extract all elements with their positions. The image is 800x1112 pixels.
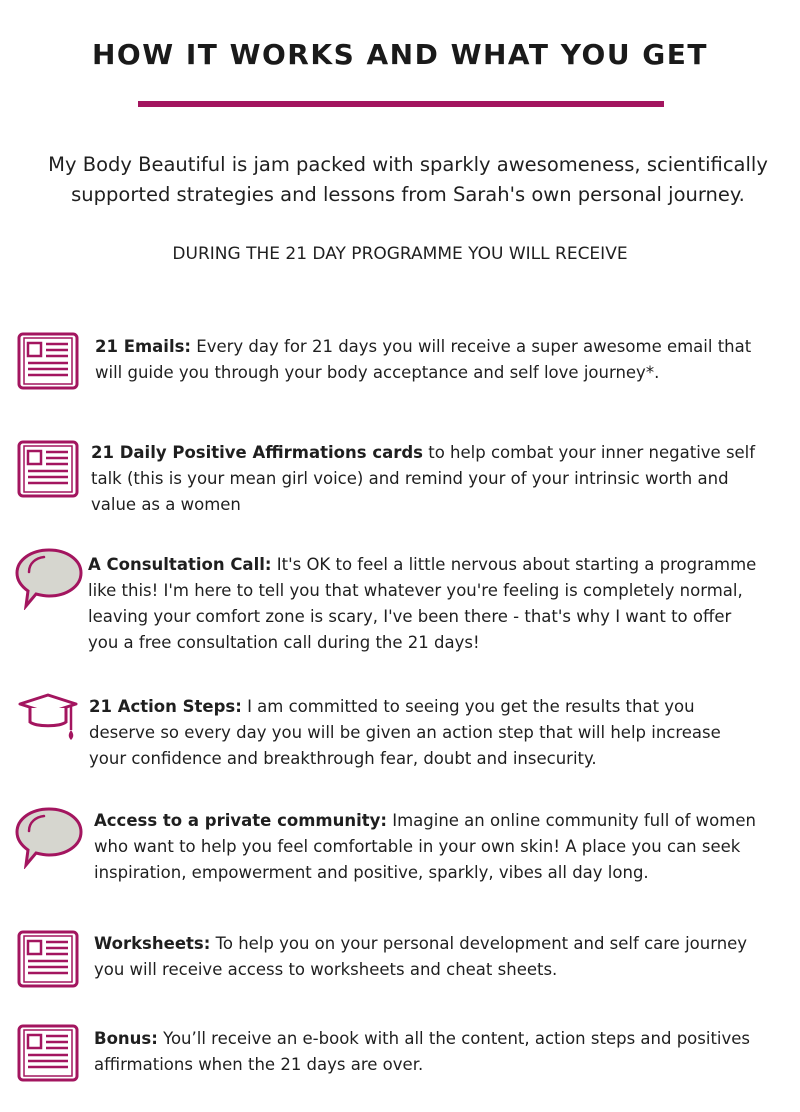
- item-text: [95, 334, 755, 386]
- item-label: 21 Daily Positive Affirmations cards: [91, 443, 423, 462]
- item-text: [88, 552, 758, 656]
- item-description: to help combat your inner negative self talk (this is your mean girl voice) and remind your of your intrinsic worth and value as a women: [91, 443, 756, 514]
- item-label: 21 Action Steps:: [89, 697, 242, 716]
- newspaper-icon: [16, 438, 80, 502]
- item-label: Access to a private community:: [94, 811, 387, 830]
- newspaper-icon: [16, 928, 80, 992]
- item-text: [91, 440, 756, 518]
- section-subheading: DURING THE 21 DAY PROGRAMME YOU WILL RECEIVE: [172, 244, 628, 264]
- item-label: Bonus:: [94, 1029, 158, 1048]
- intro-paragraph: My Body Beautiful is jam packed with sparkly awesomeness, scientifically supported strategies and lessons from Sarah's own personal journey.: [48, 153, 768, 206]
- item-text: [94, 1026, 764, 1078]
- item-description: Every day for 21 days you will receive a super awesome email that will guide you through your body acceptance and self love journey*.: [95, 337, 752, 382]
- newspaper-icon: [16, 1022, 80, 1086]
- newspaper-icon: [16, 330, 80, 394]
- speech-bubble-icon: [14, 805, 84, 869]
- page-title: HOW IT WORKS AND WHAT YOU GET: [91, 38, 709, 71]
- graduation-cap-icon: [16, 690, 80, 754]
- item-text: [94, 931, 754, 983]
- item-label: Worksheets:: [94, 934, 211, 953]
- title-underline: [138, 101, 664, 107]
- item-description: I am committed to seeing you get the results that you deserve so every day you will be given an action step that will help increase your confidence and breakthrough fear, doubt and insecurity.: [89, 697, 721, 768]
- item-description: To help you on your personal development and self care journey you will receive access to worksheets and cheat sheets.: [94, 934, 748, 979]
- item-description: You’ll receive an e-book with all the content, action steps and positives affirmations when the 21 days are over.: [94, 1029, 751, 1074]
- item-description: Imagine an online community full of women who want to help you feel comfortable in your own skin! A place you can seek inspiration, empowerment and positive, sparkly, vibes all day long.: [94, 811, 756, 882]
- item-description: It's OK to feel a little nervous about starting a programme like this! I'm here to tell you that whatever you're feeling is completely normal, leaving your comfort zone is scary, I've been there - that's why I want to offer you a free consultation call during the 21 days!: [88, 555, 757, 652]
- item-label: 21 Emails:: [95, 337, 192, 356]
- item-label: A Consultation Call:: [88, 555, 272, 574]
- item-text: [89, 694, 759, 772]
- speech-bubble-icon: [14, 546, 84, 610]
- item-text: [94, 808, 759, 886]
